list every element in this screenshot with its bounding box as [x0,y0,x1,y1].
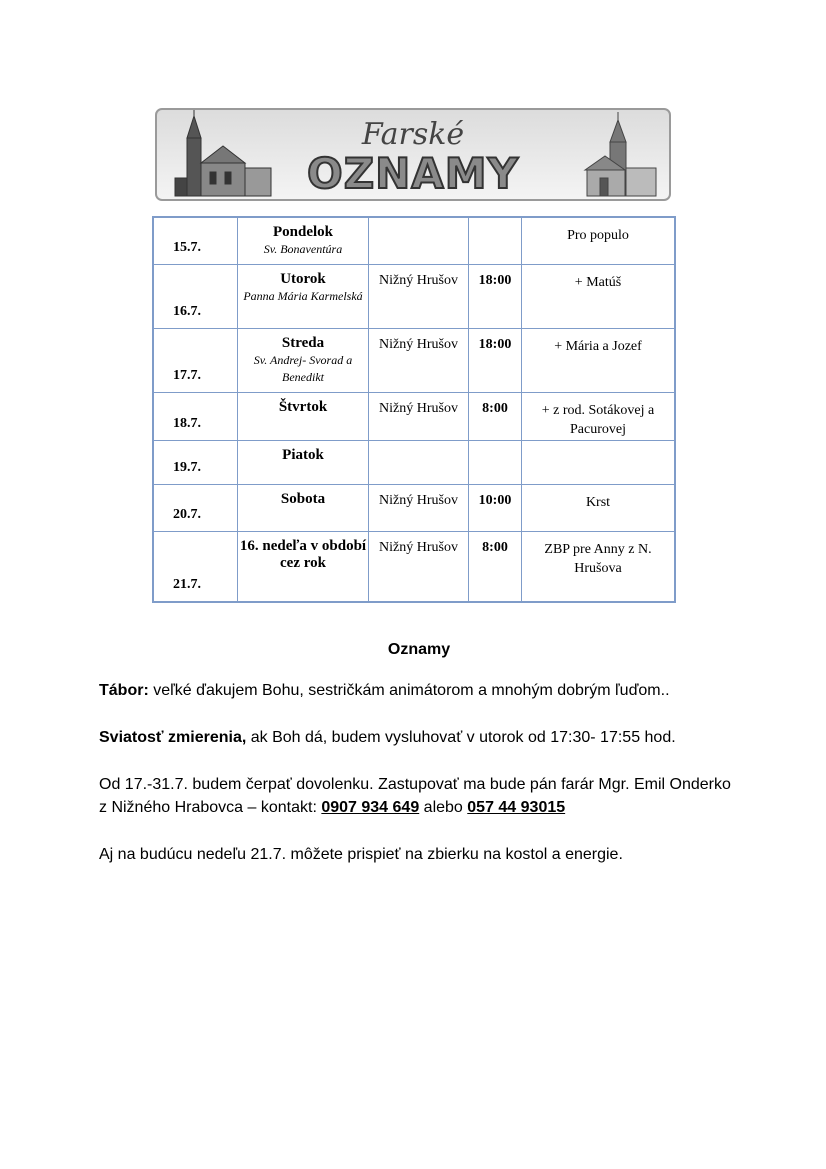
svg-text:Farské: Farské [361,117,465,152]
schedule-day-name: Piatok [282,446,324,463]
schedule-date: 21.7. [153,531,238,602]
schedule-intention: + Matúš [522,264,676,328]
schedule-row [153,264,675,328]
schedule-day-name: Pondelok [272,224,333,240]
schedule-saint: Sv. Andrej- Svorad a Benedikt [253,352,353,384]
farske-oznamy-banner [155,108,671,201]
schedule-row [153,531,675,602]
schedule-day-name: Utorok [280,270,326,287]
phone-number-2[interactable]: 057 44 93015 [467,799,566,816]
schedule-day-cell [238,217,369,264]
schedule-place [369,217,469,264]
announcement-vacation-text: Od 17.-31.7. budem čerpať dovolenku. Zastupovať ma bude pán farár Mgr. Emil Onderko z Nižného Hrabovca – kontakt: [99,776,731,816]
announcement-confession [99,726,739,749]
schedule-place: Nižný Hrušov [369,531,469,602]
announcement-collection-text: Aj na budúcu nedeľu 21.7. môžete prispieť na zbierku na kostol a energie. [99,846,623,863]
announcement-tabor [99,679,739,702]
schedule-day-name: 16. nedeľa v období cez rok [239,537,367,571]
schedule-place: Nižný Hrušov [369,328,469,392]
schedule-place: Nižný Hrušov [369,392,469,440]
phone-number-1[interactable]: 0907 934 649 [321,799,420,816]
schedule-date: 16.7. [153,264,238,328]
schedule-row [153,440,675,484]
schedule-place: Nižný Hrušov [369,484,469,531]
schedule-day-name: Sobota [280,490,326,507]
schedule-day-name: Streda [281,334,325,351]
schedule-row [153,328,675,392]
schedule-intention [522,440,676,484]
schedule-intention: + Mária a Jozef [522,328,676,392]
mass-schedule-table [152,216,676,603]
schedule-date: 17.7. [153,328,238,392]
schedule-day-name: Štvrtok [278,398,328,415]
announcement-tabor-label: Tábor: [99,682,149,699]
schedule-time: 10:00 [469,484,522,531]
announcements [99,634,739,890]
schedule-day-cell [238,392,369,440]
schedule-intention: + z rod. Sotákovej a Pacurovej [522,392,676,440]
announcement-collection [99,843,739,866]
schedule-saint: Sv. Bonaventúra [263,242,343,256]
schedule-row [153,217,675,264]
svg-text:OZNAMY: OZNAMY [306,149,520,198]
schedule-time: 8:00 [469,531,522,602]
announcement-tabor-text: veľké ďakujem Bohu, sestričkám animátorom a mnohým dobrým ľuďom.. [148,682,670,699]
announcement-confession-text: ak Boh dá, budem vysluhovať v utorok od 17:30- 17:55 hod. [246,729,676,746]
schedule-intention: Pro populo [522,217,676,264]
schedule-day-cell [238,264,369,328]
schedule-time [469,217,522,264]
announcement-vacation-or: alebo [419,799,468,816]
announcements-heading: Oznamy [387,641,451,658]
schedule-place: Nižný Hrušov [369,264,469,328]
schedule-time [469,440,522,484]
schedule-day-cell [238,484,369,531]
schedule-time: 18:00 [469,328,522,392]
schedule-date: 20.7. [153,484,238,531]
schedule-place [369,440,469,484]
schedule-date: 18.7. [153,392,238,440]
schedule-day-cell [238,531,369,602]
schedule-saint: Panna Mária Karmelská [243,288,363,303]
schedule-day-cell [238,440,369,484]
announcement-confession-label: Sviatosť zmierenia, [99,729,247,746]
schedule-day-cell [238,328,369,392]
schedule-row [153,392,675,440]
schedule-time: 18:00 [469,264,522,328]
schedule-time: 8:00 [469,392,522,440]
schedule-intention: Krst [522,484,676,531]
announcement-vacation [99,773,739,819]
schedule-date: 19.7. [153,440,238,484]
schedule-date: 15.7. [153,217,238,264]
schedule-row [153,484,675,531]
schedule-intention: ZBP pre Anny z N. Hrušova [522,531,676,602]
